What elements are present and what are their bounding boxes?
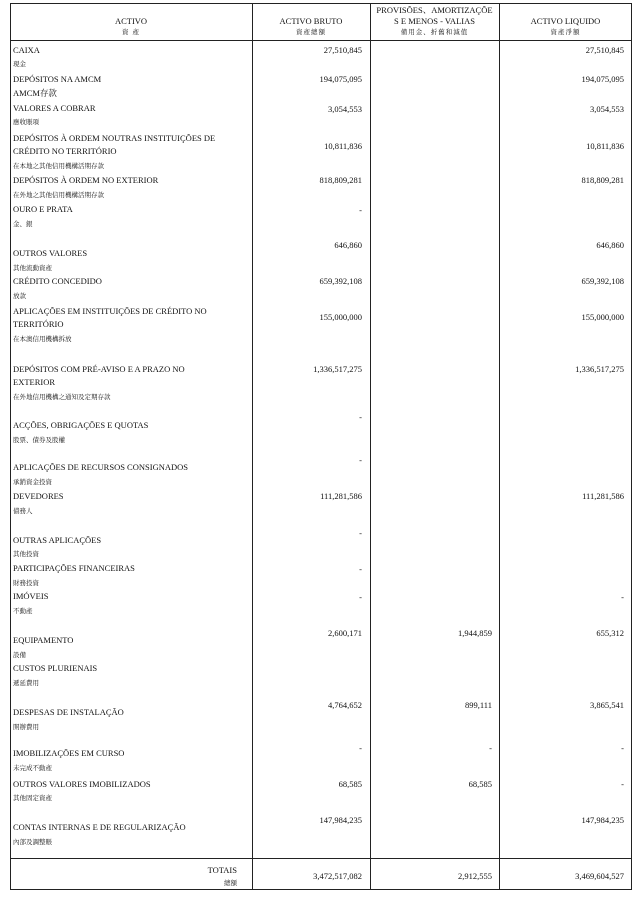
row-label: CONTAS INTERNAS E DE REGULARIZAÇÃO <box>13 822 186 832</box>
value-bruto: 4,764,652 <box>328 700 362 710</box>
header-liquido-label: ACTIVO LIQUIDO <box>530 16 601 26</box>
row-label: PARTICIPAÇÕES FINANCEIRAS <box>13 563 135 573</box>
value-liquido: 818,809,281 <box>581 175 624 185</box>
totals-label: TOTAIS <box>207 865 237 875</box>
value-liquido: 194,075,095 <box>581 74 624 84</box>
row-label: OURO E PRATA <box>13 204 73 214</box>
value-bruto: - <box>359 564 362 574</box>
row-label-zh: 股票、債券及股權 <box>13 436 65 444</box>
row-label: DEPÓSITOS À ORDEM NO EXTERIOR <box>13 175 159 185</box>
row-label-zh: 在外地之其他信用機構活期存款 <box>13 191 104 199</box>
row-label-zh: 承銷資金投資 <box>13 478 52 486</box>
column-divider <box>370 3 371 890</box>
header-provisoes-zh: 備用金、折舊和減值 <box>400 28 469 36</box>
row-label-zh: 未完成不動產 <box>13 764 52 772</box>
row-label-zh: 放款 <box>13 292 26 300</box>
value-liquido: - <box>621 592 624 602</box>
value-bruto: - <box>359 528 362 538</box>
value-bruto: 2,600,171 <box>328 628 362 638</box>
value-liquido: 10,811,836 <box>586 141 624 151</box>
row-label-zh: 其他固定資產 <box>13 794 52 802</box>
value-liquido: 3,054,553 <box>590 104 624 114</box>
value-bruto: 3,054,553 <box>328 104 362 114</box>
row-label: CRÉDITO CONCEDIDO <box>13 276 102 286</box>
value-bruto: 10,811,836 <box>324 141 362 151</box>
row-label-zh: 其他流動資產 <box>13 264 52 272</box>
row-label-zh: 債務人 <box>13 507 33 515</box>
row-label: CUSTOS PLURIENAIS <box>13 663 98 673</box>
row-label: CAIXA <box>13 45 40 55</box>
row-label-zh: 內部及調整賬 <box>13 838 52 846</box>
row-label-zh: 在本澳信用機構拆放 <box>13 335 72 343</box>
header-activo-label: ACTIVO <box>114 16 148 26</box>
row-label-zh: 設備 <box>13 651 26 659</box>
row-label: OUTROS VALORES IMOBILIZADOS <box>13 779 151 789</box>
total-liquido: 3,469,604,527 <box>575 871 624 881</box>
total-bruto: 3,472,517,082 <box>313 871 362 881</box>
row-label-zh: 遞延費用 <box>13 679 39 687</box>
value-bruto: 659,392,108 <box>319 276 362 286</box>
row-label-continued: EXTERIOR <box>13 377 56 387</box>
value-liquido: 659,392,108 <box>581 276 624 286</box>
header-liquido-zh: 資產淨額 <box>550 28 581 36</box>
row-label: OUTRAS APLICAÇÕES <box>13 535 102 545</box>
totals-label-zh: 總額 <box>224 879 237 887</box>
row-label-zh: 財務投資 <box>13 579 39 587</box>
value-liquido: 655,312 <box>596 628 624 638</box>
value-provisoes: 68,585 <box>468 779 492 789</box>
value-bruto: 1,336,517,275 <box>313 364 362 374</box>
value-bruto: - <box>359 412 362 422</box>
row-label: APLICAÇÕES DE RECURSOS CONSIGNADOS <box>13 462 188 472</box>
totals-divider <box>10 858 632 859</box>
value-liquido: 111,281,586 <box>582 491 624 501</box>
header-provisoes-line1: PROVISÕES、AMORTIZAÇÕE <box>376 5 493 15</box>
row-label: OUTROS VALORES <box>13 248 88 258</box>
value-liquido: 3,865,541 <box>590 700 624 710</box>
row-label: DEPÓSITOS COM PRÉ-AVISO E A PRAZO NO <box>13 364 185 374</box>
value-bruto: 111,281,586 <box>320 491 362 501</box>
header-provisoes <box>370 5 499 37</box>
row-label-continued: CRÉDITO NO TERRITÓRIO <box>13 146 117 156</box>
header-activo-zh: 資 產 <box>121 28 141 36</box>
row-label-zh: 開辦費用 <box>13 723 39 731</box>
header-activo <box>10 16 252 37</box>
header-bruto-label: ACTIVO BRUTO <box>279 16 343 26</box>
row-label: ACÇÕES, OBRIGAÇÕES E QUOTAS <box>13 420 149 430</box>
value-bruto: - <box>359 455 362 465</box>
value-provisoes: 1,944,859 <box>458 628 492 638</box>
row-label-continued: TERRITÓRIO <box>13 319 64 329</box>
total-provisoes: 2,912,555 <box>458 871 492 881</box>
row-label-zh: 在外地信用機構之通知及定期存款 <box>13 393 111 401</box>
value-bruto: 27,510,845 <box>323 45 362 55</box>
value-bruto: 194,075,095 <box>319 74 362 84</box>
value-liquido: 646,860 <box>596 240 624 250</box>
header-bruto <box>252 16 370 37</box>
value-liquido: - <box>621 779 624 789</box>
balance-sheet <box>10 3 632 893</box>
value-liquido: - <box>621 743 624 753</box>
row-label-zh: 不動產 <box>13 607 33 615</box>
value-bruto: 646,860 <box>334 240 362 250</box>
header-liquido <box>499 16 632 37</box>
row-label: DEPÓSITOS NA AMCM <box>13 74 102 84</box>
row-label: APLICAÇÕES EM INSTITUIÇÕES DE CRÉDITO NO <box>13 306 207 316</box>
value-bruto: 155,000,000 <box>319 312 362 322</box>
row-label-zh: 其他投資 <box>13 550 39 558</box>
row-label-zh: 現金 <box>13 60 26 68</box>
row-label-zh: 在本地之其他信用機構活期存款 <box>13 162 104 170</box>
row-label-zh: AMCM存款 <box>13 88 57 98</box>
column-divider <box>499 3 500 890</box>
value-provisoes: - <box>489 743 492 753</box>
header-bruto-zh: 資產總額 <box>296 28 326 36</box>
value-liquido: 1,336,517,275 <box>575 364 624 374</box>
value-bruto: - <box>359 592 362 602</box>
row-label-zh: 應收賬項 <box>13 118 39 126</box>
row-label: IMOBILIZAÇÕES EM CURSO <box>13 748 125 758</box>
value-liquido: 147,984,235 <box>581 815 624 825</box>
value-liquido: 27,510,845 <box>585 45 624 55</box>
value-bruto: 68,585 <box>338 779 362 789</box>
row-label: VALORES A COBRAR <box>13 103 96 113</box>
value-bruto: 147,984,235 <box>319 815 362 825</box>
row-label: EQUIPAMENTO <box>13 635 74 645</box>
value-provisoes: 899,111 <box>465 700 492 710</box>
value-liquido: 155,000,000 <box>581 312 624 322</box>
column-divider <box>252 3 253 890</box>
row-label: DEPÓSITOS À ORDEM NOUTRAS INSTITUIÇÕES DE <box>13 133 216 143</box>
row-label: IMÓVEIS <box>13 591 49 601</box>
row-label: DESPESAS DE INSTALAÇÃO <box>13 707 124 717</box>
value-bruto: 818,809,281 <box>319 175 362 185</box>
header-provisoes-line2: S E MENOS - VALIAS <box>394 16 475 26</box>
value-bruto: - <box>359 205 362 215</box>
row-label-zh: 金、銀 <box>13 220 33 228</box>
value-bruto: - <box>359 743 362 753</box>
row-label: DEVEDORES <box>13 491 64 501</box>
header-divider <box>10 40 632 41</box>
